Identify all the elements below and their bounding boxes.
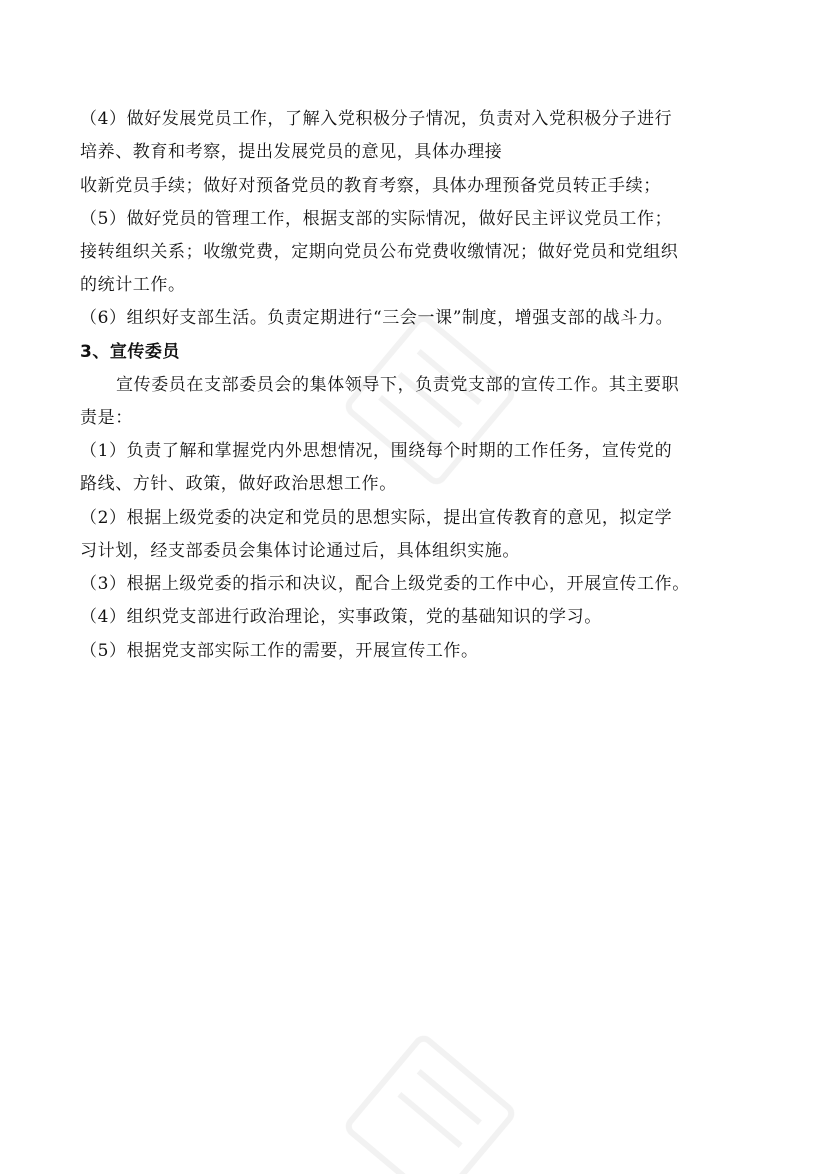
paragraph-line: （4）做好发展党员工作，了解入党积极分子情况，负责对入党积极分子进行: [80, 109, 673, 129]
paragraph-line: （3）根据上级党委的指示和决议，配合上级党委的工作中心，开展宣传工作。: [80, 574, 690, 594]
paragraph-line: 路线、方针、政策，做好政治思想工作。: [80, 474, 397, 494]
paragraph-line: 习计划，经支部委员会集体讨论通过后，具体组织实施。: [80, 541, 520, 561]
paragraph-line: 宣传委员在支部委员会的集体领导下，负责党支部的宣传工作。其主要职: [116, 375, 680, 395]
paragraph-line: （5）根据党支部实际工作的需要，开展宣传工作。: [80, 641, 479, 661]
paragraph-line: 接转组织关系；收缴党费，定期向党员公布党费收缴情况；做好党员和党组织: [80, 242, 679, 262]
paragraph-line: （1）负责了解和掌握党内外思想情况，围绕每个时期的工作任务，宣传党的: [80, 441, 673, 461]
paragraph-line: 收新党员手续；做好对预备党员的教育考察，具体办理预备党员转正手续；: [80, 176, 661, 196]
paragraph-line: （4）组织党支部进行政治理论，实事政策，党的基础知识的学习。: [80, 607, 602, 627]
paragraph-line: 责是：: [80, 408, 133, 428]
section-heading: 3、宣传委员: [80, 342, 180, 362]
paragraph-line: 培养、教育和考察，提出发展党员的意见，具体办理接: [80, 142, 503, 162]
paragraph-line: （5）做好党员的管理工作，根据支部的实际情况，做好民主评议党员工作；: [80, 209, 673, 229]
paragraph-line: （2）根据上级党委的决定和党员的思想实际，提出宣传教育的意见，拟定学: [80, 508, 673, 528]
paragraph-line: 的统计工作。: [80, 275, 186, 295]
paragraph-line: （6）组织好支部生活。负责定期进行“三会一课”制度，增强支部的战斗力。: [80, 308, 674, 328]
